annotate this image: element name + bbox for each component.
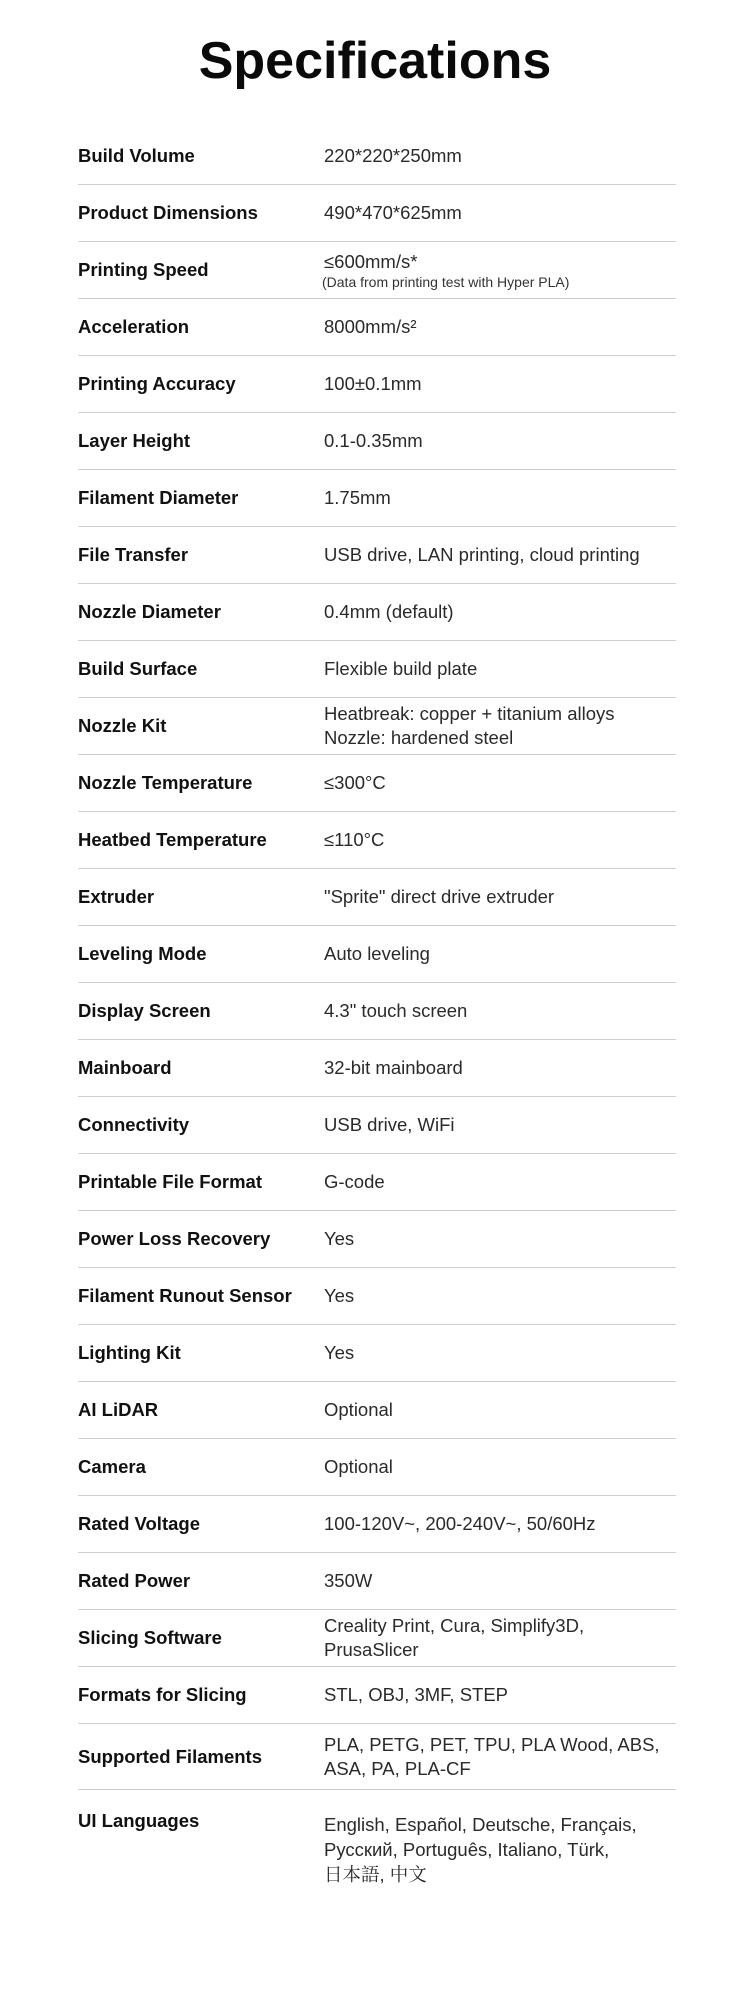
spec-row-heatbed-temperature [78, 812, 676, 869]
spec-value: Yes [324, 1228, 355, 1249]
spec-label: Nozzle Temperature [78, 772, 253, 793]
spec-value: USB drive, LAN printing, cloud printing [324, 544, 640, 565]
spec-value: 0.4mm (default) [324, 601, 454, 622]
spec-label: Extruder [78, 886, 155, 907]
spec-value: English, Español, Deutsche, Français, Русский, Português, Italiano, Türk, 日本語, 中文 [324, 1814, 637, 1885]
spec-value: 100±0.1mm [324, 373, 422, 394]
spec-value: 220*220*250mm [324, 145, 462, 166]
spec-value: Yes [324, 1285, 355, 1306]
spec-row-printing-speed [78, 242, 676, 299]
spec-label: Nozzle Diameter [78, 601, 221, 622]
spec-label: Slicing Software [78, 1627, 222, 1648]
spec-row-camera [78, 1439, 676, 1496]
spec-row-power-loss-recovery [78, 1211, 676, 1268]
spec-row-display-screen [78, 983, 676, 1040]
spec-value: Optional [324, 1399, 393, 1420]
spec-value: Flexible build plate [324, 658, 478, 679]
spec-row-filament-diameter [78, 470, 676, 527]
spec-value: Yes [324, 1342, 355, 1363]
spec-label: Rated Power [78, 1570, 191, 1591]
spec-row-slicing-software [78, 1610, 676, 1667]
spec-label: Build Volume [78, 145, 195, 166]
spec-value: 350W [324, 1570, 373, 1591]
spec-row-connectivity [78, 1097, 676, 1154]
spec-row-lighting-kit [78, 1325, 676, 1382]
spec-row-nozzle-temperature [78, 755, 676, 812]
spec-value: 0.1-0.35mm [324, 430, 423, 451]
spec-row-rated-voltage [78, 1496, 676, 1553]
spec-row-file-transfer [78, 527, 676, 584]
spec-label: Heatbed Temperature [78, 829, 267, 850]
spec-label: Camera [78, 1456, 146, 1477]
spec-footnote: (Data from printing test with Hyper PLA) [322, 274, 570, 290]
spec-value: 32-bit mainboard [324, 1057, 463, 1078]
spec-label: Filament Runout Sensor [78, 1285, 292, 1306]
spec-value: Auto leveling [324, 943, 430, 964]
spec-value: Heatbreak: copper + titanium alloys Nozzle: hardened steel [324, 703, 615, 748]
spec-value: ≤110°C [324, 829, 385, 850]
spec-label: Leveling Mode [78, 943, 207, 964]
spec-value: Optional [324, 1456, 393, 1477]
spec-label: Printing Speed [78, 259, 209, 280]
spec-value: USB drive, WiFi [324, 1114, 455, 1135]
spec-label: UI Languages [78, 1810, 200, 1831]
spec-label: Product Dimensions [78, 202, 258, 223]
spec-value: 8000mm/s² [324, 316, 417, 337]
spec-label: Connectivity [78, 1114, 190, 1135]
spec-value: Creality Print, Cura, Simplify3D, PrusaSlicer [324, 1615, 585, 1660]
spec-value: "Sprite" direct drive extruder [324, 886, 555, 907]
spec-row-formats-for-slicing [78, 1667, 676, 1724]
spec-value: ≤600mm/s* [324, 251, 418, 272]
spec-value: G-code [324, 1171, 385, 1192]
spec-row-printing-accuracy [78, 356, 676, 413]
spec-value: 4.3" touch screen [324, 1000, 468, 1021]
spec-label: Build Surface [78, 658, 198, 679]
spec-label: Layer Height [78, 430, 191, 451]
spec-label: Power Loss Recovery [78, 1228, 271, 1249]
spec-row-build-surface [78, 641, 676, 698]
spec-row-leveling-mode [78, 926, 676, 983]
spec-row-ai-lidar [78, 1382, 676, 1439]
spec-row-mainboard [78, 1040, 676, 1097]
spec-table [78, 128, 676, 1902]
spec-label: Lighting Kit [78, 1342, 181, 1363]
spec-label: Filament Diameter [78, 487, 239, 508]
spec-label: Display Screen [78, 1000, 211, 1021]
spec-value: 490*470*625mm [324, 202, 462, 223]
spec-label: Supported Filaments [78, 1745, 262, 1767]
spec-label: Nozzle Kit [78, 715, 167, 736]
spec-row-nozzle-diameter [78, 584, 676, 641]
spec-row-extruder [78, 869, 676, 926]
spec-row-filament-runout-sensor [78, 1268, 676, 1325]
spec-row-layer-height [78, 413, 676, 470]
spec-label: File Transfer [78, 544, 189, 565]
spec-value: STL, OBJ, 3MF, STEP [324, 1684, 509, 1705]
spec-row-nozzle-kit [78, 698, 676, 755]
spec-value-group [324, 226, 676, 314]
spec-label: Printable File Format [78, 1171, 263, 1192]
spec-label: Printing Accuracy [78, 373, 236, 394]
spec-label: Acceleration [78, 316, 190, 337]
spec-value: 1.75mm [324, 487, 391, 508]
spec-row-printable-file-format [78, 1154, 676, 1211]
spec-value: PLA, PETG, PET, TPU, PLA Wood, ABS, ASA, PA, PLA-CF [324, 1733, 660, 1779]
spec-label: AI LiDAR [78, 1399, 159, 1420]
spec-label: Rated Voltage [78, 1513, 200, 1534]
spec-row-supported-filaments [78, 1724, 676, 1790]
page-title: Specifications [198, 32, 552, 90]
spec-label: Mainboard [78, 1057, 172, 1078]
spec-row-ui-languages [78, 1790, 676, 1902]
spec-row-build-volume [78, 128, 676, 185]
spec-row-rated-power [78, 1553, 676, 1610]
spec-value: ≤300°C [324, 772, 386, 793]
spec-label: Formats for Slicing [78, 1684, 247, 1705]
spec-value: 100-120V~, 200-240V~, 50/60Hz [324, 1513, 596, 1534]
